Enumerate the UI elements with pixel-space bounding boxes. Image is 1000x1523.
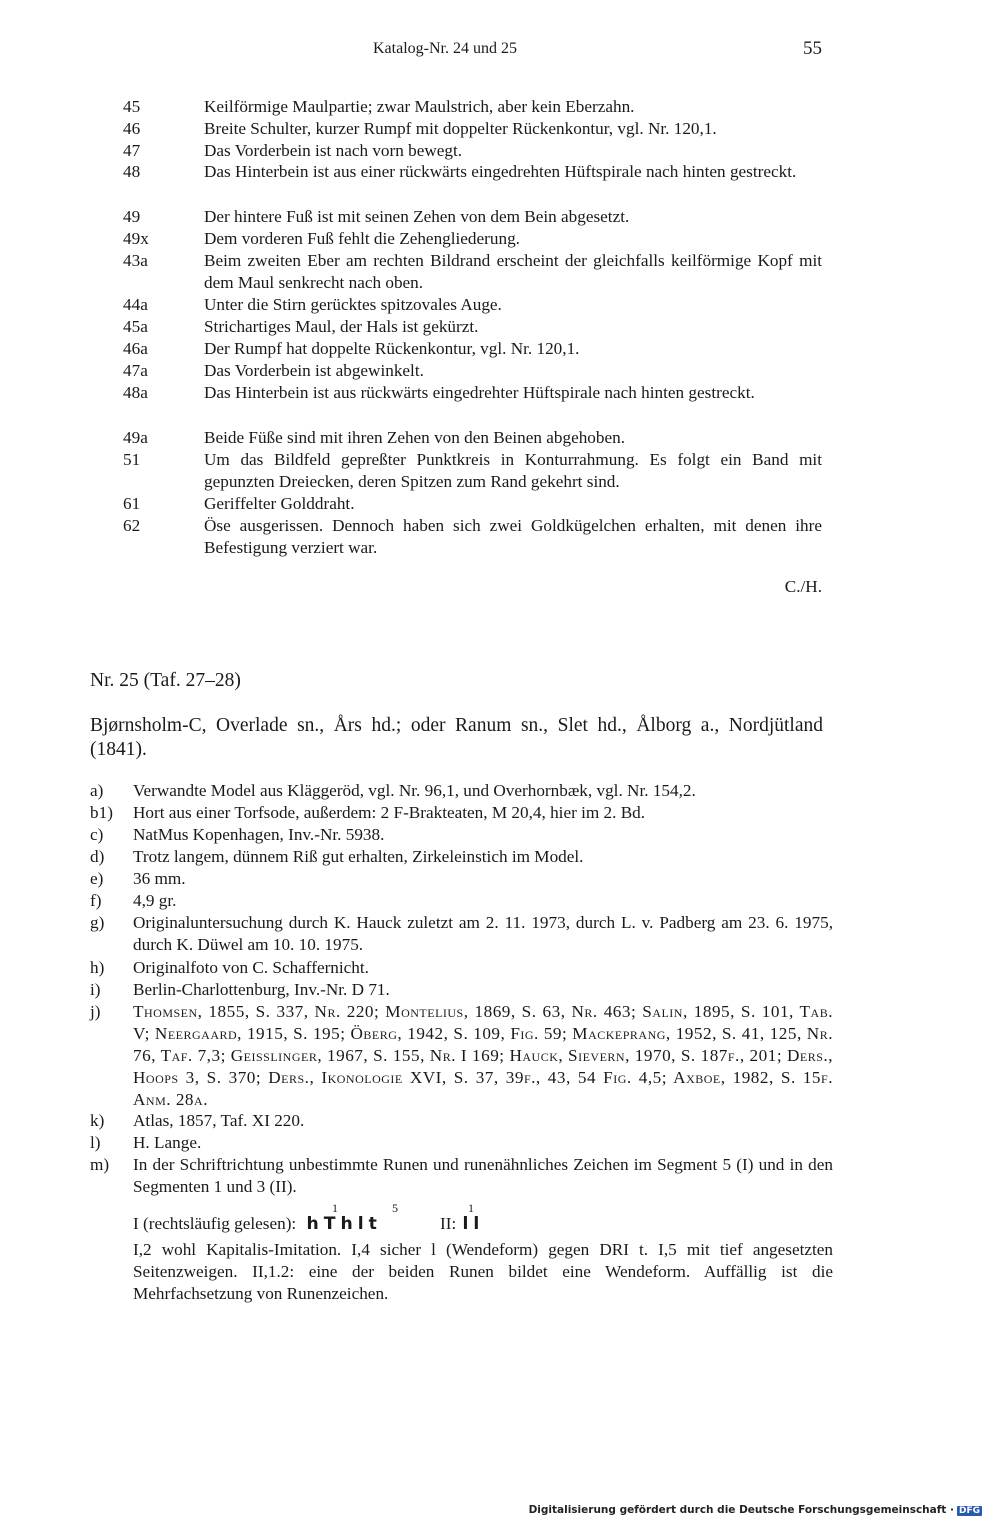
entry-location: Bjørnsholm-C, Overlade sn., Års hd.; oder Ranum sn., Slet hd., Ålborg a., Nordjütland (1841). bbox=[90, 715, 823, 760]
rune-line-1 bbox=[133, 1214, 382, 1234]
item-number: 51 bbox=[123, 450, 141, 469]
field-label: d) bbox=[90, 847, 105, 866]
page-number: 55 bbox=[803, 38, 822, 59]
rune-index: 1 bbox=[468, 1201, 474, 1215]
item-text: Das Vorderbein ist nach vorn bewegt. bbox=[204, 141, 463, 160]
item-text: Beide Füße sind mit ihren Zehen von den Beinen abgehoben. bbox=[204, 428, 625, 447]
field-text: Originalfoto von C. Schaffernicht. bbox=[133, 958, 369, 977]
item-text: Das Hinterbein ist aus rückwärts eingedrehter Hüftspirale nach hinten gestreckt. bbox=[204, 383, 755, 402]
item-text: Öse ausgerissen. Dennoch haben sich zwei Goldkügelchen erhalten, mit denen ihre Befestigung verziert war. bbox=[204, 516, 822, 557]
item-number: 49 bbox=[123, 207, 141, 226]
item-text: Der Rumpf hat doppelte Rückenkontur, vgl. Nr. 120,1. bbox=[204, 339, 580, 358]
rune-commentary: I,2 wohl Kapitalis-Imitation. I,4 sicher l (Wendeform) gegen DRI t. I,5 mit tief angesetzten Seitenzweigen. II,1.2: eine der beiden Runen bildet eine Wendeform. Auffällig ist die Mehrfachsetzung von Runenzeichen. bbox=[133, 1240, 833, 1303]
item-text: Unter die Stirn gerücktes spitzovales Auge. bbox=[204, 295, 502, 314]
field-label: g) bbox=[90, 913, 105, 932]
rune-sequence: hThlt bbox=[306, 1214, 382, 1234]
author-signature: C./H. bbox=[784, 577, 822, 596]
field-label: k) bbox=[90, 1111, 105, 1130]
item-number: 62 bbox=[123, 516, 141, 535]
item-text: Strichartiges Maul, der Hals ist gekürzt. bbox=[204, 317, 479, 336]
field-label: c) bbox=[90, 825, 104, 844]
rune-index: 1 bbox=[332, 1201, 338, 1215]
field-text: Thomsen, 1855, S. 337, Nr. 220; Montelius, 1869, S. 63, Nr. 463; Salin, 1895, S. 101, Tab. V; Neergaard, 1915, S. 195; Öberg, 1942, S. 109, Fig. 59; Mackeprang, 1952, S. 41, 125, Nr. 76, Taf. 7,3; Geisslinger, 1967, S. 155, Nr. I 169; Hauck, Sievern, 1970, S. 187f., 201; Ders., Hoops 3, S. 370; Ders., Ikonologie XVI, S. 37, 39f., 43, 54 Fig. 4,5; Axboe, 1982, S. 15f. Anm. 28a. bbox=[133, 1002, 833, 1109]
entry-title: Nr. 25 (Taf. 27–28) bbox=[90, 670, 241, 691]
field-text: 4,9 gr. bbox=[133, 891, 177, 910]
field-text: H. Lange. bbox=[133, 1133, 202, 1152]
item-number: 47a bbox=[123, 361, 148, 380]
field-text: Originaluntersuchung durch K. Hauck zuletzt am 2. 11. 1973, durch L. v. Padberg am 23. 6. 1975, durch K. Düwel am 10. 10. 1975. bbox=[133, 913, 833, 954]
item-text: Der hintere Fuß ist mit seinen Zehen von dem Bein abgesetzt. bbox=[204, 207, 630, 226]
field-label: e) bbox=[90, 869, 104, 888]
rune-index: 5 bbox=[392, 1201, 398, 1215]
dfg-logo-icon: DFG bbox=[958, 1506, 980, 1516]
item-text: Breite Schulter, kurzer Rumpf mit doppelter Rückenkontur, vgl. Nr. 120,1. bbox=[204, 119, 717, 138]
field-text: Atlas, 1857, Taf. XI 220. bbox=[133, 1111, 305, 1130]
item-number: 49x bbox=[123, 229, 149, 248]
item-number: 44a bbox=[123, 295, 148, 314]
field-label: m) bbox=[90, 1155, 110, 1174]
field-label: f) bbox=[90, 891, 102, 910]
field-text: Hort aus einer Torfsode, außerdem: 2 F-Brakteaten, M 20,4, hier im 2. Bd. bbox=[133, 803, 646, 822]
rune-sequence: ll bbox=[462, 1214, 485, 1234]
funding-footer bbox=[529, 1504, 982, 1516]
item-text: Das Vorderbein ist abgewinkelt. bbox=[204, 361, 424, 380]
footer-text: Digitalisierung gefördert durch die Deutsche Forschungsgemeinschaft · bbox=[528, 1504, 954, 1516]
rune-line-2 bbox=[440, 1214, 484, 1234]
item-number: 46a bbox=[123, 339, 148, 358]
item-text: Um das Bildfeld gepreßter Punktkreis in Konturrahmung. Es folgt ein Band mit gepunzten Dreiecken, deren Spitzen zum Rand gekehrt sind. bbox=[204, 450, 822, 491]
item-number: 45 bbox=[123, 97, 141, 116]
item-number: 48 bbox=[123, 162, 141, 181]
field-text: Verwandte Model aus Kläggeröd, vgl. Nr. 96,1, und Overhornbæk, vgl. Nr. 154,2. bbox=[133, 781, 696, 800]
field-text: 36 mm. bbox=[133, 869, 186, 888]
item-text: Das Hinterbein ist aus einer rückwärts eingedrehten Hüftspirale nach hinten gestreckt. bbox=[204, 162, 797, 181]
field-text: NatMus Kopenhagen, Inv.-Nr. 5938. bbox=[133, 825, 385, 844]
item-text: Beim zweiten Eber am rechten Bildrand erscheint der gleichfalls keilförmige Kopf mit dem Maul senkrecht nach oben. bbox=[204, 251, 822, 292]
rune-line-prefix: II: bbox=[440, 1214, 457, 1233]
item-number: 46 bbox=[123, 119, 141, 138]
item-text: Dem vorderen Fuß fehlt die Zehengliederung. bbox=[204, 229, 520, 248]
field-text: Berlin-Charlottenburg, Inv.-Nr. D 71. bbox=[133, 980, 390, 999]
running-title: Katalog-Nr. 24 und 25 bbox=[373, 40, 517, 57]
item-number: 45a bbox=[123, 317, 148, 336]
item-text: Keilförmige Maulpartie; zwar Maulstrich, aber kein Eberzahn. bbox=[204, 97, 635, 116]
item-number: 49a bbox=[123, 428, 148, 447]
field-label: b1) bbox=[90, 803, 113, 822]
field-text: Trotz langem, dünnem Riß gut erhalten, Zirkeleinstich im Model. bbox=[133, 847, 584, 866]
field-label: a) bbox=[90, 781, 104, 800]
item-number: 43a bbox=[123, 251, 148, 270]
field-label: j) bbox=[90, 1002, 101, 1021]
item-number: 48a bbox=[123, 383, 148, 402]
item-text: Geriffelter Golddraht. bbox=[204, 494, 355, 513]
rune-line-prefix: I (rechtsläufig gelesen): bbox=[133, 1214, 297, 1233]
item-number: 61 bbox=[123, 494, 141, 513]
item-number: 47 bbox=[123, 141, 141, 160]
field-label: i) bbox=[90, 980, 101, 999]
field-label: l) bbox=[90, 1133, 101, 1152]
field-text: In der Schriftrichtung unbestimmte Runen und runenähnliches Zeichen im Segment 5 (I) und in den Segmenten 1 und 3 (II). bbox=[133, 1155, 833, 1196]
field-label: h) bbox=[90, 958, 105, 977]
